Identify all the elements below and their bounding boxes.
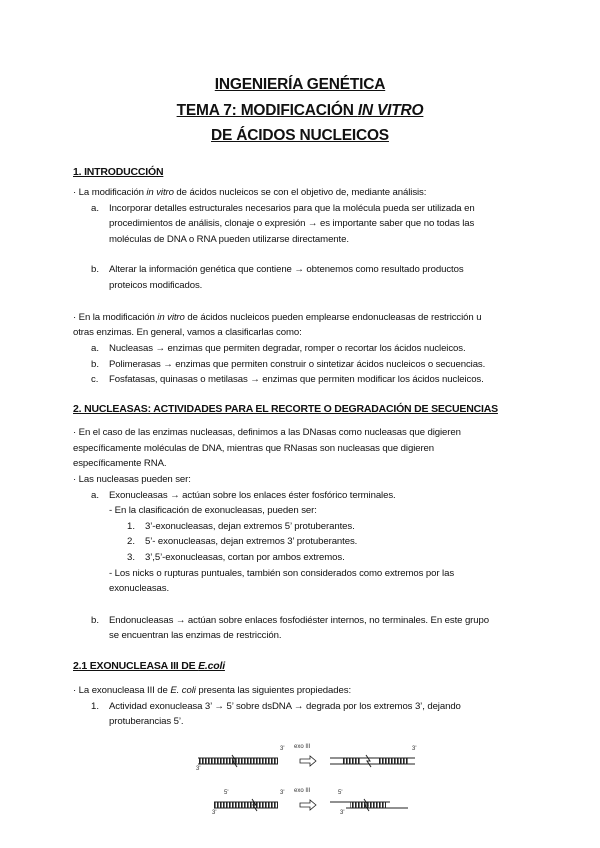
- end-label-3-d: 3': [212, 810, 217, 816]
- section-1-heading: 1. INTRODUCCIÓN: [73, 166, 164, 178]
- s1-list-b-marker: b.: [91, 359, 100, 370]
- s21-paragraph-1: · La exonucleasa III de E. coli presenta las siguientes propiedades:: [73, 685, 352, 696]
- section-2-1-heading: 2.1 EXONUCLEASA III DE E.coli: [73, 660, 225, 672]
- dna-remaining-2: [378, 758, 408, 764]
- s2-num-3: 3’,5’-exonucleasas, cortan por ambos extremos.: [145, 552, 345, 563]
- s21-num-1-line-2: protuberancias 5’.: [109, 716, 184, 727]
- s1-paragraph-2-line-2: otras enzimas. En general, vamos a clasificarlas como:: [73, 327, 302, 338]
- s2-num-2-marker: 2.: [127, 536, 136, 547]
- end-label-5-b: 5': [338, 790, 343, 796]
- s1-item-a-line-1: Incorporar detalles estructurales necesarios para que la molécula pueda ser utilizada en: [109, 203, 475, 214]
- s1-list-c: Fosfatasas, quinasas o metilasas → enzimas que permiten modificar los ácidos nucleicos.: [109, 374, 484, 385]
- s2-num-1: 3’-exonucleasas, dejan extremos 5’ protuberantes.: [145, 521, 355, 532]
- s1-paragraph-1: · La modificación in vitro de ácidos nucleicos se con el objetivo de, mediante análisis:: [73, 187, 427, 198]
- s2-item-a-marker: a.: [91, 490, 100, 501]
- s2-item-b-marker: b.: [91, 615, 100, 626]
- s2-num-2: 5’- exonucleasas, dejan extremos 3’ protuberantes.: [145, 536, 358, 547]
- s2-item-a-line-1: Exonucleasas → actúan sobre los enlaces éster fosfórico terminales.: [109, 490, 396, 501]
- reaction-arrow-1: [300, 756, 316, 766]
- exo-iii-diagram-nick: [190, 744, 450, 778]
- s21-num-1-line-1: Actividad exonucleasa 3’ → 5’ sobre dsDNA → degrada por los extremos 3’, dejando: [109, 701, 461, 712]
- dna-duplex-2-left: [214, 802, 278, 808]
- s1-list-b: Polimerasas → enzimas que permiten construir o sintetizar ácidos nucleicos o secuencias.: [109, 359, 486, 370]
- exo-iii-diagram-overhang: [190, 788, 450, 822]
- s2-paragraph-1-line-3: específicamente RNA.: [73, 458, 167, 469]
- s2-num-3-marker: 3.: [127, 552, 136, 563]
- s1-item-a-line-2: procedimientos de análisis, clonaje o expresión → es importante saber que no todas las: [109, 218, 475, 229]
- s1-list-a-marker: a.: [91, 343, 100, 354]
- s2-item-a-sub: - En la clasificación de exonucleasas, pueden ser:: [109, 505, 317, 516]
- enzyme-label-2: exo III: [294, 788, 311, 794]
- s2-paragraph-2: · Las nucleasas pueden ser:: [73, 474, 191, 485]
- end-label-3-b: 3': [280, 746, 285, 752]
- s2-paragraph-1-line-2: específicamente moléculas de DNA, mientras que RNasas son nucleasas que digieren: [73, 443, 435, 454]
- title-line-1: [0, 76, 600, 94]
- nick-mark-right: [366, 755, 371, 767]
- title-line-3: [0, 127, 600, 145]
- s1-item-a-marker: a.: [91, 203, 100, 214]
- s1-item-a-line-3: moléculas de DNA o RNA pueden utilizarse directamente.: [109, 234, 349, 245]
- title-line-2: [0, 102, 600, 120]
- end-label-5-a: 5': [224, 790, 229, 796]
- reaction-arrow-2: [300, 800, 316, 810]
- end-label-3-a: 3': [196, 766, 201, 772]
- exo-iii-diagram-nick-svg: [190, 744, 450, 778]
- s2-nicks-line-1: - Los nicks o rupturas puntuales, también son considerados como extremos por las: [109, 568, 455, 579]
- s2-item-b-line-2: se encuentran las enzimas de restricción.: [109, 630, 282, 641]
- s2-paragraph-1-line-1: · En el caso de las enzimas nucleasas, definimos a las DNasas como nucleasas que digieren: [73, 427, 461, 438]
- s2-nicks-line-2: exonucleasas.: [109, 583, 170, 594]
- enzyme-label-1: exo III: [294, 744, 311, 750]
- s1-item-b-line-2: proteicos modificados.: [109, 280, 203, 291]
- title-text-3: DE ÁCIDOS NUCLEICOS: [211, 127, 389, 144]
- dna-remaining-1: [342, 758, 360, 764]
- nick-mark-2-left: [252, 799, 257, 811]
- end-label-3-f: 3': [340, 810, 345, 816]
- s2-item-b-line-1: Endonucleasas → actúan sobre enlaces fosfodiéster internos, no terminales. En este grupo: [109, 615, 489, 626]
- s1-paragraph-2-line-1: · En la modificación in vitro de ácidos nucleicos pueden emplearse endonucleasas de restricción u: [73, 312, 482, 323]
- s1-list-c-marker: c.: [91, 374, 99, 385]
- s1-item-b-marker: b.: [91, 264, 100, 275]
- s1-item-b-line-1: Alterar la información genética que contiene → obtenemos como resultado productos: [109, 264, 464, 275]
- s21-num-1-marker: 1.: [91, 701, 100, 712]
- dna-duplex-left: [198, 758, 278, 764]
- title-text-2: TEMA 7: MODIFICACIÓN: [176, 102, 358, 119]
- nick-mark-left: [232, 755, 237, 767]
- s2-num-1-marker: 1.: [127, 521, 136, 532]
- exo-iii-diagram-overhang-svg: [190, 788, 450, 822]
- s1-list-a: Nucleasas → enzimas que permiten degradar, romper o recortar los ácidos nucleicos.: [109, 343, 466, 354]
- title-text-1: INGENIERÍA GENÉTICA: [214, 76, 386, 93]
- end-label-3-e: 3': [280, 790, 285, 796]
- end-label-3-c: 3': [412, 746, 417, 752]
- nick-mark-2-right: [364, 799, 369, 811]
- section-2-heading: 2. NUCLEASAS: ACTIVIDADES PARA EL RECORTE O DEGRADACIÓN DE SECUENCIAS: [73, 403, 498, 415]
- title-italic-in-vitro: IN VITRO: [357, 102, 424, 119]
